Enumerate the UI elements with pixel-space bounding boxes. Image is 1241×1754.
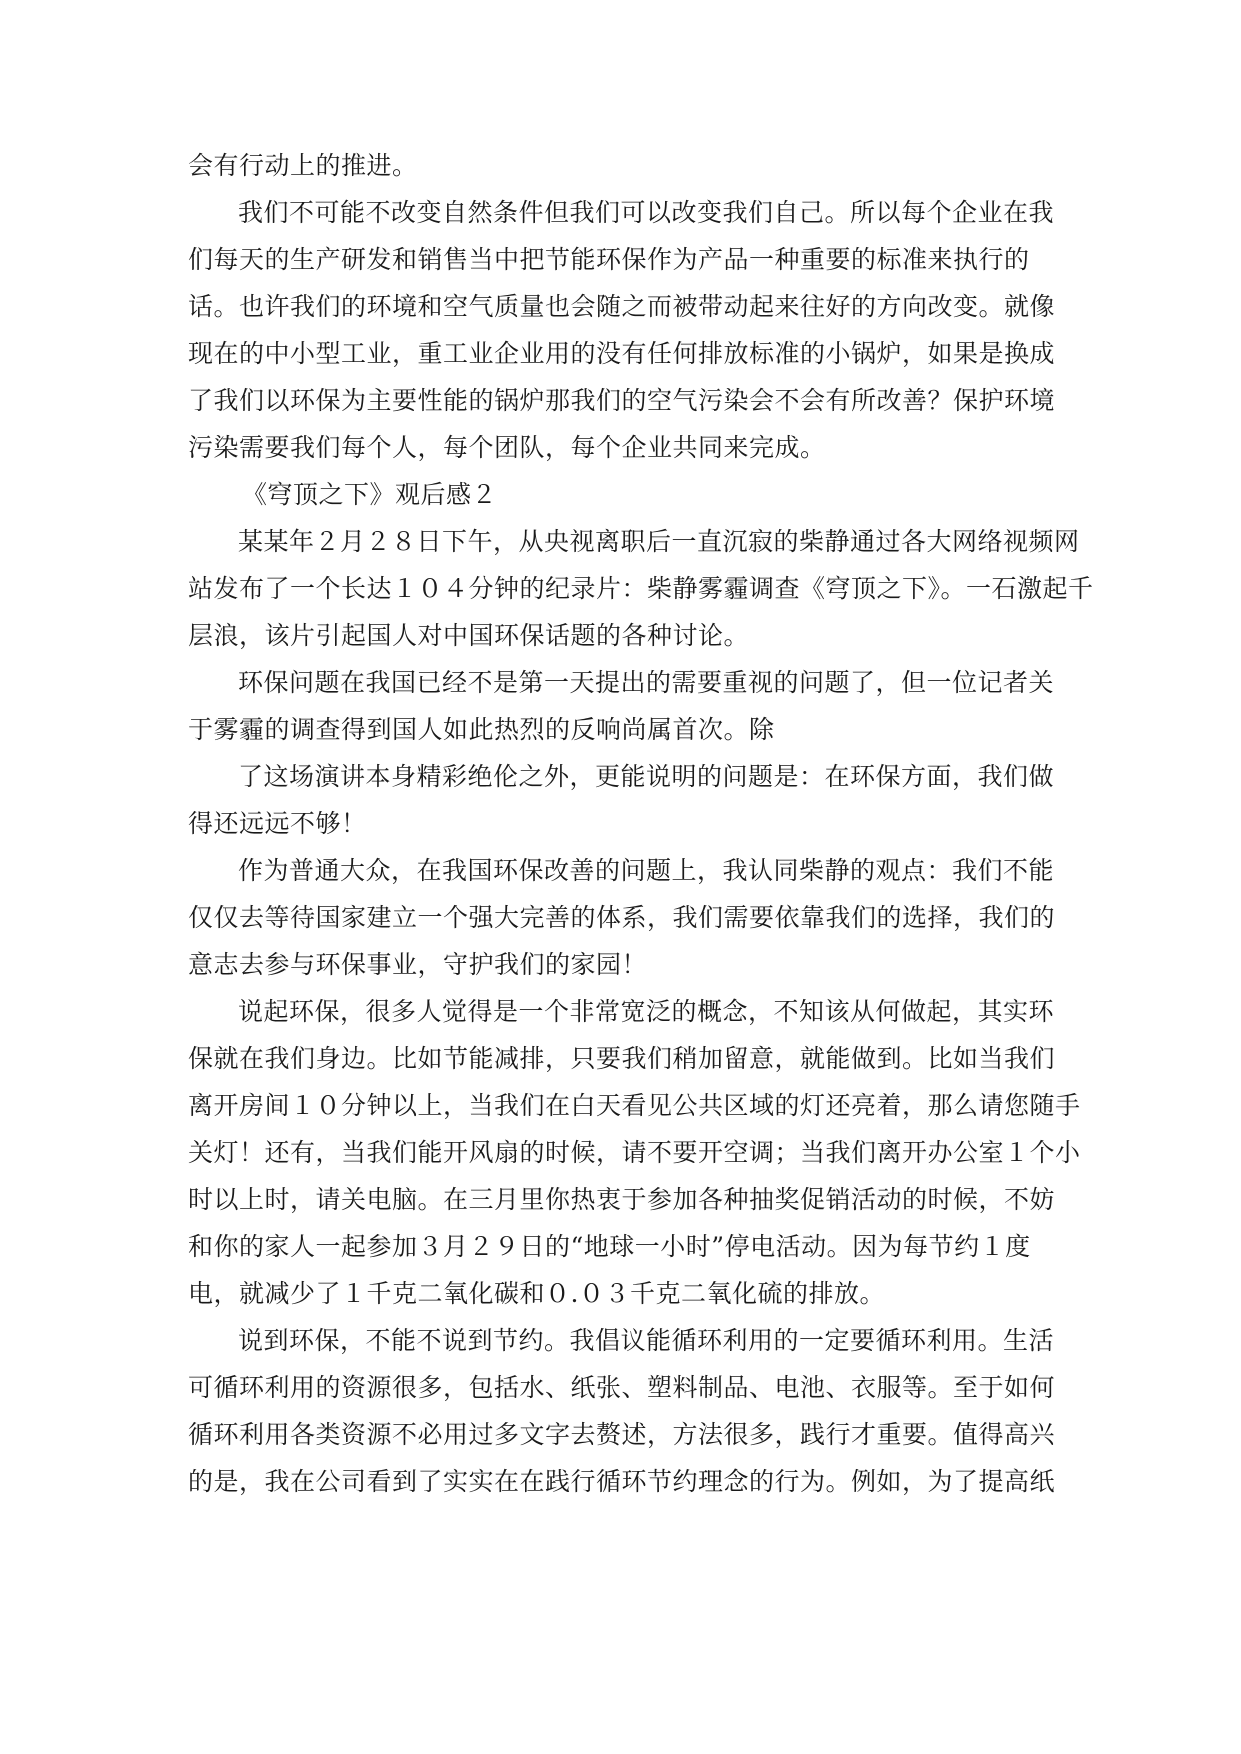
text-line: 话。也许我们的环境和空气质量也会随之而被带动起来往好的方向改变。就像 (188, 292, 1056, 321)
text-line: 电，就减少了１千克二氧化碳和０.０３千克二氧化硫的排放。 (188, 1279, 885, 1308)
text-line: 我们不可能不改变自然条件但我们可以改变我们自己。所以每个企业在我 (238, 198, 1055, 227)
text-line: 可循环利用的资源很多，包括水、纸张、塑料制品、电池、衣服等。至于如何 (188, 1373, 1056, 1402)
text-line: 站发布了一个长达１０４分钟的纪录片：柴静雾霾调查《穹顶之下》。一石激起千 (188, 574, 1094, 603)
text-line: 和你的家人一起参加３月２９日的“地球一小时”停电活动。因为每节约１度 (188, 1232, 1031, 1261)
text-line: 的是，我在公司看到了实实在在践行循环节约理念的行为。例如，为了提高纸 (188, 1467, 1056, 1496)
text-line: 保就在我们身边。比如节能减排，只要我们稍加留意，就能做到。比如当我们 (188, 1044, 1056, 1073)
text-line: 离开房间１０分钟以上，当我们在白天看见公共区域的灯还亮着，那么请您随手 (188, 1091, 1081, 1120)
text-line: 得还远远不够！ (188, 809, 367, 838)
text-line: 说到环保，不能不说到节约。我倡议能循环利用的一定要循环利用。生活 (238, 1326, 1055, 1355)
text-line: 们每天的生产研发和销售当中把节能环保作为产品一种重要的标准来执行的 (188, 245, 1030, 274)
text-line: 于雾霾的调查得到国人如此热烈的反响尚属首次。除 (188, 715, 775, 744)
text-line: 环保问题在我国已经不是第一天提出的需要重视的问题了，但一位记者关 (238, 668, 1055, 697)
text-line: 循环利用各类资源不必用过多文字去赘述，方法很多，践行才重要。值得高兴 (188, 1420, 1056, 1449)
text-line: 了这场演讲本身精彩绝伦之外，更能说明的问题是：在环保方面，我们做 (238, 762, 1055, 791)
text-line: 某某年２月２８日下午，从央视离职后一直沉寂的柴静通过各大网络视频网 (238, 527, 1080, 556)
text-line: 作为普通大众，在我国环保改善的问题上，我认同柴静的观点：我们不能 (238, 856, 1055, 885)
section-heading: 《穹顶之下》观后感２ (242, 480, 498, 509)
text-line: 说起环保，很多人觉得是一个非常宽泛的概念，不知该从何做起，其实环 (238, 997, 1055, 1026)
text-line: 仅仅去等待国家建立一个强大完善的体系，我们需要依靠我们的选择，我们的 (188, 903, 1056, 932)
text-line: 污染需要我们每个人，每个团队，每个企业共同来完成。 (188, 433, 826, 462)
document-page (188, 142, 1094, 1505)
text-line: 时以上时，请关电脑。在三月里你热衷于参加各种抽奖促销活动的时候，不妨 (188, 1185, 1056, 1214)
text-line: 关灯！还有，当我们能开风扇的时候，请不要开空调；当我们离开办公室１个小 (188, 1138, 1081, 1167)
text-line: 了我们以环保为主要性能的锅炉那我们的空气污染会不会有所改善？保护环境 (188, 386, 1056, 415)
text-line: 层浪，该片引起国人对中国环保话题的各种讨论。 (188, 621, 750, 650)
text-line: 会有行动上的推进。 (188, 151, 418, 180)
text-line: 意志去参与环保事业，守护我们的家园！ (188, 950, 648, 979)
text-line: 现在的中小型工业，重工业企业用的没有任何排放标准的小锅炉，如果是换成 (188, 339, 1056, 368)
